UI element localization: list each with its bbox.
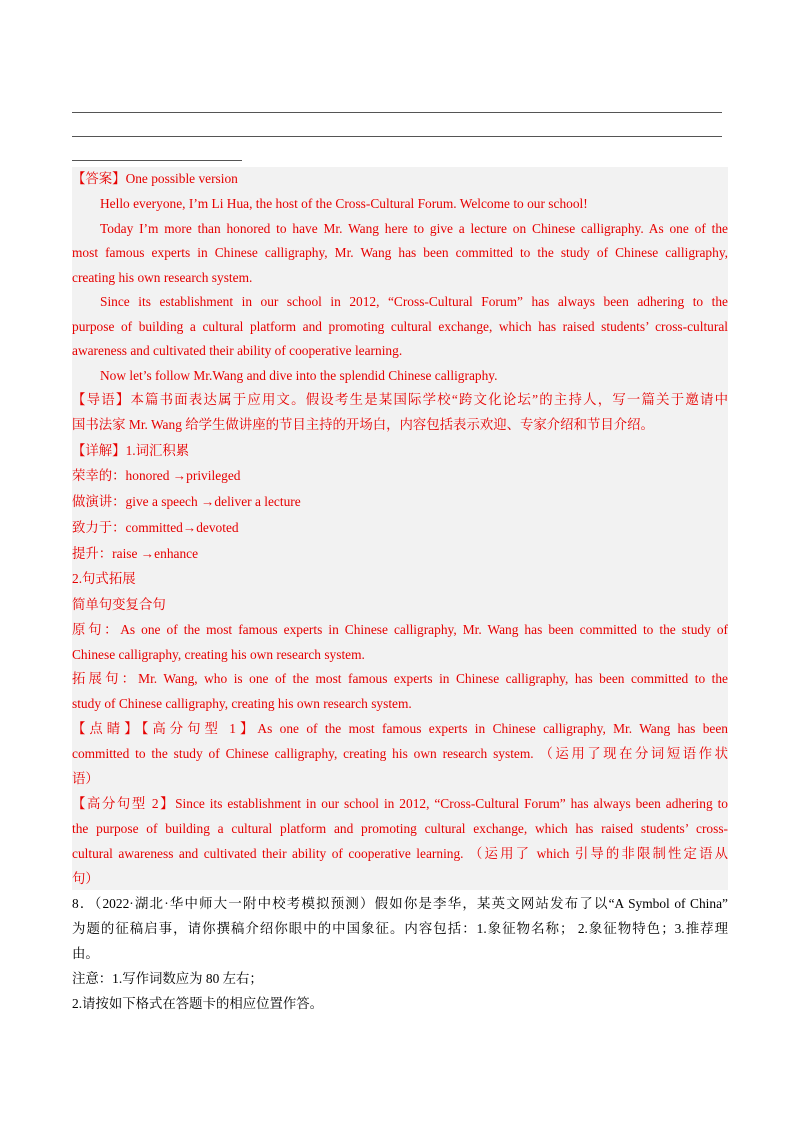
- answer-blank-line: [72, 112, 722, 113]
- vocab-item: 做演讲：give a speech →deliver a lecture: [72, 494, 301, 509]
- answer-paragraph-2-line-3: creating his own research system.: [72, 270, 253, 285]
- answer-version: One possible version: [125, 171, 238, 186]
- highlight-pattern-2-line-4: 句）: [72, 871, 99, 886]
- answer-blank-line: [72, 136, 722, 137]
- answer-paragraph-2-line-1: Today I’m more than honored to have Mr. Wang here to give a lecture on Chinese calligraphy. As one of the: [100, 221, 728, 236]
- vocab-item: 提升：raise →enhance: [72, 546, 199, 561]
- answer-paragraph-3-line-3: awareness and cultivated their ability of cooperative learning.: [72, 343, 403, 358]
- answer-blank-line-short: [72, 160, 242, 161]
- highlight-pattern-1-line-2: committed to the study of Chinese calligraphy, creating his own research system. （运用了现在分词短语作状: [72, 746, 728, 761]
- highlight-pattern-2-line-2: the purpose of building a cultural platform and promoting cultural exchange, which has raised students’ cross-: [72, 821, 728, 836]
- guide-line-1: 【导语】本篇书面表达属于应用文。假设考生是某国际学校“跨文化论坛”的主持人，写一篇关于邀请中: [72, 392, 728, 407]
- original-sentence-line-1: 原句：As one of the most famous experts in Chinese calligraphy, Mr. Wang has been committed to the study of: [72, 622, 728, 637]
- original-sentence-line-2: Chinese calligraphy, creating his own research system.: [72, 647, 365, 662]
- vocab-item: 致力于：committed→devoted: [72, 520, 239, 535]
- highlight-pattern-2-line-3: cultural awareness and cultivated their ability of cooperative learning. （运用了 which 引导的非限制性定语从: [72, 846, 728, 861]
- detail-vocab-heading: 1.词汇积累: [125, 443, 190, 458]
- highlight-pattern-1-line-3: 语）: [72, 771, 99, 786]
- answer-label: 【答案】: [72, 171, 126, 186]
- guide-line-2: 国书法家 Mr. Wang 给学生做讲座的节目主持的开场白，内容包括表示欢迎、专家介绍和节目介绍。: [72, 417, 654, 432]
- answer-heading: [72, 170, 728, 188]
- question-8-line-3: 由。: [72, 946, 99, 961]
- highlight-pattern-2-line-1: 【高分句型 2】Since its establishment in our school in 2012, “Cross-Cultural Forum” has always been adhering to: [72, 796, 728, 811]
- detail-label: 【详解】: [72, 443, 126, 458]
- detail-heading: [72, 442, 728, 460]
- expanded-sentence-line-1: 拓展句：Mr. Wang, who is one of the most famous experts in Chinese calligraphy, has been committed to the: [72, 671, 728, 686]
- highlight-pattern-1-line-1: 【点睛】【高分句型 1】As one of the most famous experts in Chinese calligraphy, Mr. Wang has been: [72, 721, 728, 736]
- question-8-line-2: 为题的征稿启事，请你撰稿介绍你眼中的中国象征。内容包括：1.象征物名称； 2.象征物特色；3.推荐理: [72, 921, 728, 936]
- question-note-1: 注意：1.写作词数应为 80 左右；: [72, 971, 263, 986]
- question-note-2: 2.请按如下格式在答题卡的相应位置作答。: [72, 996, 324, 1011]
- question-8-line-1: 8．（2022·湖北·华中师大一附中校考模拟预测）假如你是李华，某英文网站发布了以“A Symbol of China”: [72, 896, 728, 911]
- sentence-heading: 2.句式拓展: [72, 571, 136, 586]
- answer-paragraph-3-line-1: Since its establishment in our school in 2012, “Cross-Cultural Forum” has always been adhering to the: [100, 294, 728, 309]
- answer-paragraph-4: Now let’s follow Mr.Wang and dive into the splendid Chinese calligraphy.: [100, 368, 498, 383]
- answer-paragraph-3-line-2: purpose of building a cultural platform and promoting cultural exchange, which has raised students’ cross-cultural: [72, 319, 728, 334]
- answer-paragraph-1: Hello everyone, I’m Li Hua, the host of the Cross-Cultural Forum. Welcome to our school!: [100, 196, 588, 211]
- vocab-item: 荣幸的：honored →privileged: [72, 468, 241, 483]
- answer-paragraph-2-line-2: most famous experts in Chinese calligraphy, Mr. Wang has been committed to the study of Chinese calligraphy,: [72, 245, 728, 260]
- sentence-subheading: 简单句变复合句: [72, 597, 166, 612]
- expanded-sentence-line-2: study of Chinese calligraphy, creating his own research system.: [72, 696, 412, 711]
